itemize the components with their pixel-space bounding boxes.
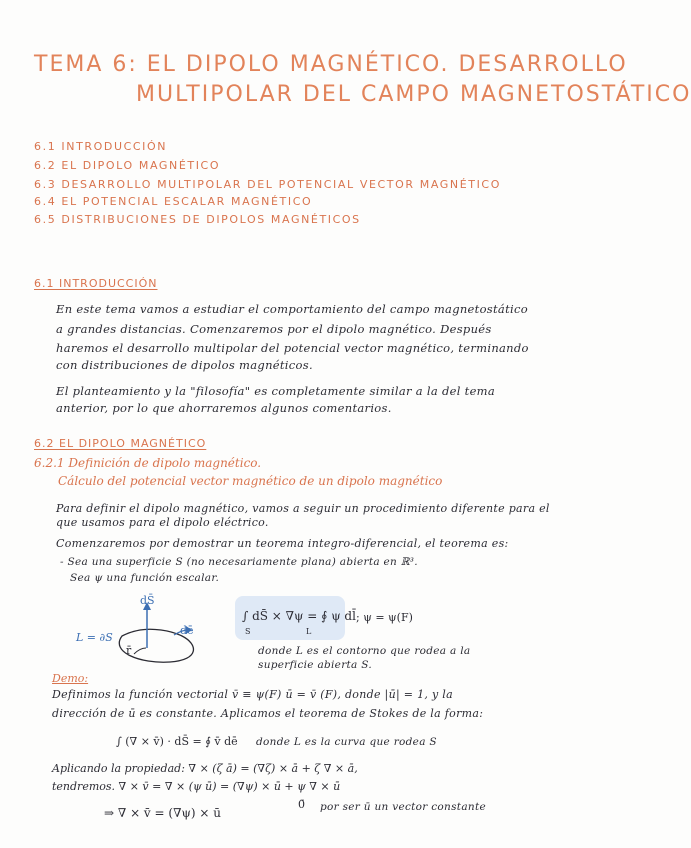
paragraph-line: que usamos para el dipolo eléctrico. bbox=[56, 516, 269, 529]
demo-line: dirección de ū es constante. Aplicamos el teorema de Stokes de la forma: bbox=[52, 707, 484, 720]
caption-line: donde L es el contorno que rodea a la bbox=[258, 645, 471, 657]
formula-subscript-l: L bbox=[306, 627, 312, 636]
subsection-heading: 6.2.1 Definición de dipolo magnético. bbox=[34, 456, 262, 470]
paragraph-line: a grandes distancias. Comenzaremos por el dipolo magnético. Después bbox=[56, 322, 492, 336]
derivation-line: tendremos. ∇ × v̄ = ∇ × (ψ ū) = (∇ψ) × ū + ψ ∇ × ū bbox=[52, 780, 341, 793]
caption-line: superficie abierta S. bbox=[258, 659, 372, 671]
demo-label: Demo: bbox=[52, 672, 89, 685]
section-heading-dipole: 6.2 EL DIPOLO MAGNÉTICO bbox=[34, 437, 207, 450]
label-line-element: dē bbox=[180, 624, 194, 637]
section-heading-introduction: 6.1 INTRODUCCIÓN bbox=[34, 277, 158, 290]
subsection-subtitle: Cálculo del potencial vector magnético de un dipolo magnético bbox=[58, 474, 443, 488]
paragraph-line: con distribuciones de dipolos magnéticos. bbox=[56, 358, 313, 372]
formula-side-note: ; ψ = ψ(F) bbox=[356, 611, 413, 624]
paragraph-line: En este tema vamos a estudiar el comportamiento del campo magnetostático bbox=[56, 302, 528, 316]
toc-item: 6.1 INTRODUCCIÓN bbox=[34, 140, 168, 153]
label-surface-element: dS̄ bbox=[140, 594, 155, 607]
formula-subscript-s: S bbox=[245, 627, 251, 636]
position-vector bbox=[134, 648, 146, 654]
constant-vector-note: por ser ū un vector constante bbox=[320, 801, 486, 813]
label-position: r̄ bbox=[126, 644, 132, 657]
property-line: Aplicando la propiedad: ∇ × (ζ ā) = (∇ζ) × ā + ζ ∇ × ā, bbox=[52, 762, 358, 775]
label-boundary: L = ∂S bbox=[76, 631, 113, 644]
toc-item: 6.2 EL DIPOLO MAGNÉTICO bbox=[34, 159, 221, 172]
toc-item: 6.3 DESARROLLO MULTIPOLAR DEL POTENCIAL VECTOR MAGNÉTICO bbox=[34, 178, 501, 191]
paragraph-line: Sea ψ una función escalar. bbox=[70, 572, 220, 584]
demo-line: Definimos la función vectorial v̄ ≡ ψ(F) ū = v̄ (F), donde |ū| = 1, y la bbox=[52, 688, 453, 701]
paragraph-line: - Sea una superficie S (no necesariamente plana) abierta en ℝ³. bbox=[60, 556, 418, 568]
stokes-note: donde L es la curva que rodea S bbox=[256, 736, 437, 748]
toc-item: 6.4 EL POTENCIAL ESCALAR MAGNÉTICO bbox=[34, 195, 313, 208]
page-title-line-2: MULTIPOLAR DEL CAMPO MAGNETOSTÁTICO bbox=[136, 82, 691, 107]
toc-item: 6.5 DISTRIBUCIONES DE DIPOLOS MAGNÉTICOS bbox=[34, 213, 361, 226]
page-title-line-1: TEMA 6: EL DIPOLO MAGNÉTICO. DESARROLLO bbox=[34, 52, 628, 77]
paragraph-line: anterior, por lo que ahorraremos algunos comentarios. bbox=[56, 401, 392, 415]
stokes-formula: ∫ (∇ × v̄) · dS̄ = ∮ v̄ dē bbox=[116, 735, 238, 748]
zero-vector-note: 0̄ bbox=[298, 798, 305, 811]
final-result: ⇒ ∇ × v̄ = (∇ψ) × ū bbox=[104, 806, 221, 820]
paragraph-line: Comenzaremos por demostrar un teorema integro-diferencial, el teorema es: bbox=[56, 537, 509, 550]
theorem-formula: ∫ dS̄ × ∇ψ = ∮ ψ dl̄ bbox=[242, 609, 356, 623]
paragraph-line: haremos el desarrollo multipolar del potencial vector magnético, terminando bbox=[56, 341, 529, 355]
paragraph-line: Para definir el dipolo magnético, vamos a seguir un procedimiento diferente para el bbox=[56, 502, 550, 515]
paragraph-line: El planteamiento y la "filosofía" es completamente similar a la del tema bbox=[56, 384, 496, 398]
